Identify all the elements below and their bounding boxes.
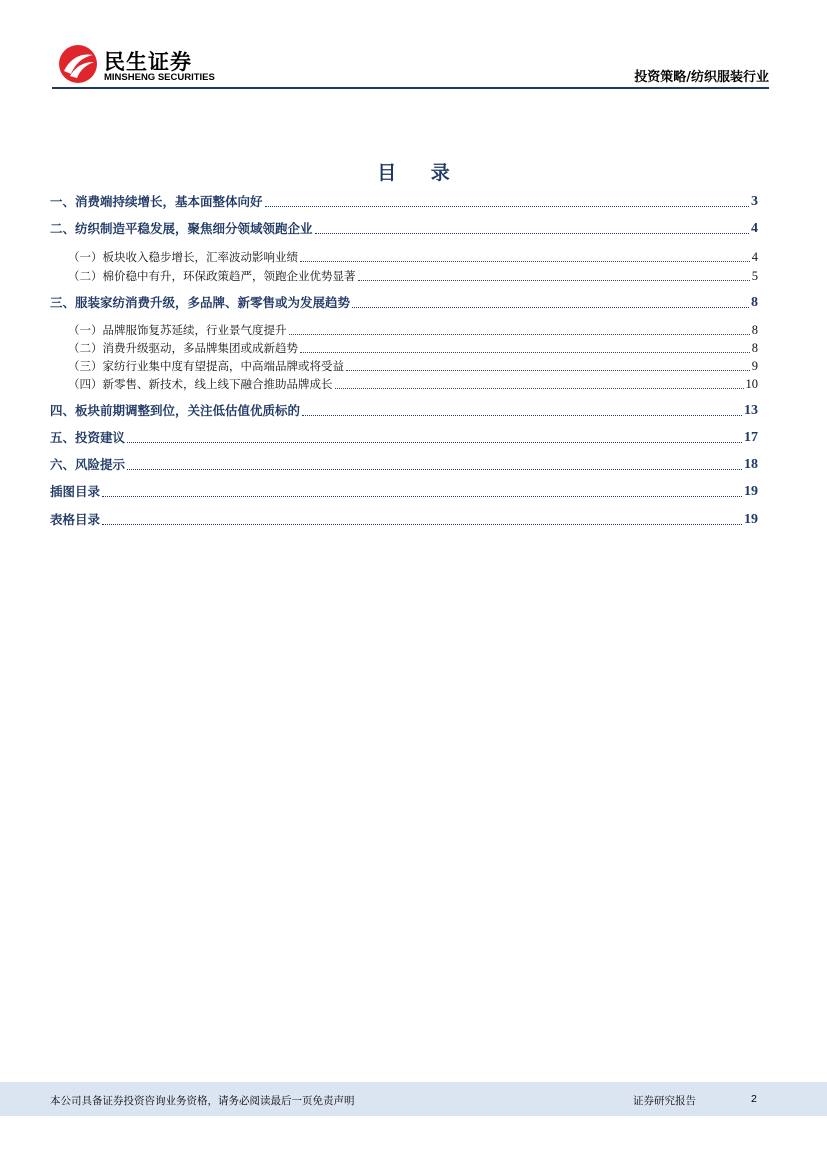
toc-entry-page: 8	[751, 341, 758, 355]
footer-disclaimer: 本公司具备证券投资咨询业务资格，请务必阅读最后一页免责声明	[50, 1095, 355, 1107]
toc-entry-label: （二）棉价稳中有升，环保政策趋严，领跑企业优势显著	[68, 269, 356, 283]
toc-entry-page: 17	[744, 430, 758, 445]
toc-entry-page: 4	[751, 250, 758, 264]
toc-leader-dots	[300, 342, 750, 353]
toc-entry[interactable]	[50, 217, 758, 237]
toc-leader-dots	[315, 223, 749, 234]
toc-entry-label: 插图目录	[50, 484, 101, 499]
toc-entry-page: 4	[751, 221, 758, 236]
toc-subentry[interactable]	[68, 245, 758, 265]
toc-entry[interactable]	[50, 291, 758, 311]
minsheng-logo-icon	[58, 44, 98, 84]
toc-entry-page: 3	[751, 194, 758, 209]
toc-entry-label: 五、投资建议	[50, 430, 126, 445]
toc-leader-dots	[358, 270, 750, 281]
toc-subentry[interactable]	[68, 372, 758, 392]
toc-entry-label: （一）板块收入稳步增长，汇率波动影响业绩	[68, 250, 298, 264]
toc-entry-page: 19	[744, 484, 758, 499]
footer-doc-type: 证券研究报告	[633, 1095, 696, 1107]
toc-entry-label: （二）消费升级驱动，多品牌集团或成新趋势	[68, 341, 298, 355]
toc-entry-label: （三）家纺行业集中度有望提高，中高端品牌或将受益	[68, 359, 344, 373]
report-category: 投资策略/纺织服装行业	[634, 70, 769, 85]
toc-entry-page: 18	[744, 457, 758, 472]
toc-leader-dots	[102, 486, 742, 497]
toc-entry-label: 六、风险提示	[50, 457, 126, 472]
toc-entry-label: 二、纺织制造平稳发展，聚焦细分领域领跑企业	[50, 221, 313, 236]
toc-entry-label: （四）新零售、新技术，线上线下融合推助品牌成长	[68, 377, 333, 391]
toc-entry[interactable]	[50, 190, 758, 210]
toc-entry[interactable]	[50, 399, 758, 419]
toc-subentry[interactable]	[68, 318, 758, 338]
toc-entry[interactable]	[50, 480, 758, 500]
toc-leader-dots	[300, 251, 750, 262]
toc-leader-dots	[352, 297, 749, 308]
toc-entry-label: 表格目录	[50, 512, 101, 527]
toc-entry-page: 19	[744, 512, 758, 527]
toc-leader-dots	[289, 324, 750, 335]
toc-subentry[interactable]	[68, 264, 758, 284]
footer-page-number: 2	[751, 1093, 757, 1105]
toc-leader-dots	[302, 405, 742, 416]
toc-entry-label: 三、服装家纺消费升级，多品牌、新零售或为发展趋势	[50, 295, 351, 310]
toc-subentry[interactable]	[68, 336, 758, 356]
toc-entry[interactable]	[50, 426, 758, 446]
header-divider	[52, 87, 769, 89]
toc-leader-dots	[127, 459, 742, 470]
toc-entry-page: 8	[751, 323, 758, 337]
toc-title: 目 录	[377, 162, 464, 184]
brand-logo	[58, 44, 218, 84]
toc-entry[interactable]	[50, 453, 758, 473]
toc-subentry[interactable]	[68, 354, 758, 374]
toc-entry-label: 四、板块前期调整到位，关注低估值优质标的	[50, 403, 301, 418]
toc-leader-dots	[127, 432, 742, 443]
toc-entry-label: 一、消费端持续增长，基本面整体向好	[50, 194, 263, 209]
toc-entry[interactable]	[50, 508, 758, 528]
toc-leader-dots	[346, 360, 750, 371]
toc-entry-page: 8	[751, 295, 758, 310]
toc-leader-dots	[335, 378, 744, 389]
toc-entry-page: 10	[745, 377, 758, 391]
brand-name-en: MINSHENG SECURITIES	[104, 72, 215, 83]
toc-entry-page: 9	[751, 359, 758, 373]
toc-entry-label: （一）品牌服饰复苏延续，行业景气度提升	[68, 323, 287, 337]
toc-entry-page: 5	[751, 269, 758, 283]
toc-leader-dots	[265, 196, 749, 207]
toc-leader-dots	[102, 514, 742, 525]
page-footer	[0, 1082, 827, 1116]
toc-entry-page: 13	[744, 403, 758, 418]
brand-name-cn: 民生证券	[104, 50, 192, 74]
